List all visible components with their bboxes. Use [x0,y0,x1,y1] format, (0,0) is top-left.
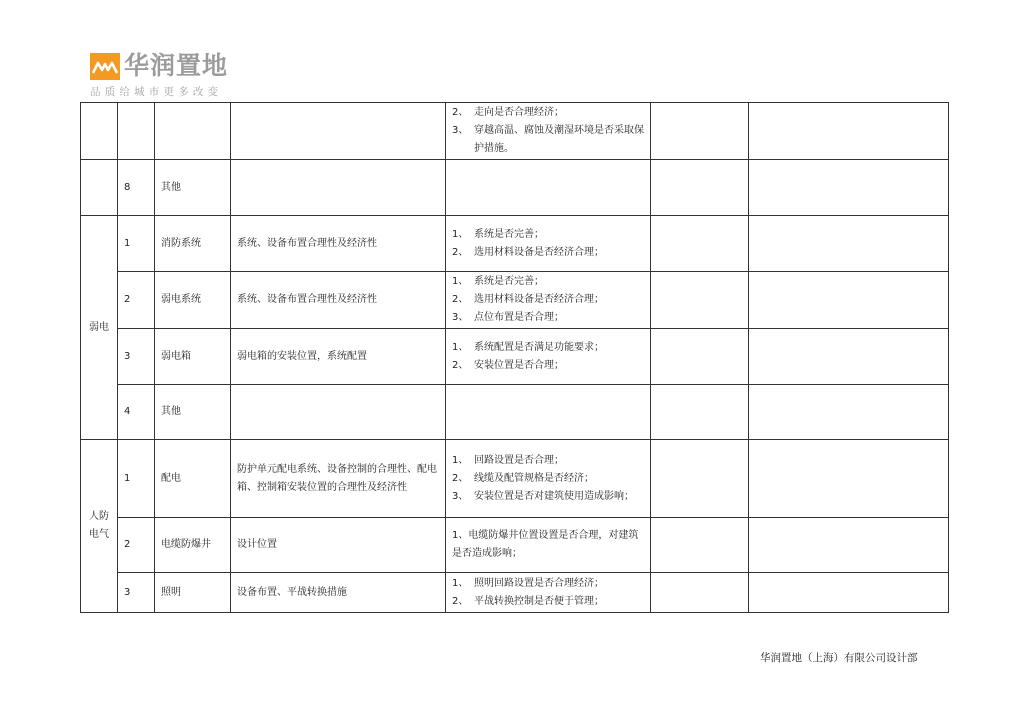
blank-cell [749,440,949,518]
number-cell: 2 [118,272,155,329]
content-cell: 设计位置 [231,518,446,573]
table-row [81,518,949,573]
check-point: 2、 平战转换控制是否便于管理； [452,595,604,607]
table-row [81,329,949,385]
check-point: 3、 穿越高温、腐蚀及潮湿环境是否采取保护措施。 [452,125,644,154]
check-point: 1、 回路设置是否合理； [452,454,564,466]
check-point: 2、 选用材料设备是否经济合理； [452,294,604,305]
blank-cell [749,329,949,385]
number-cell: 1 [118,440,155,518]
points-cell [446,385,651,440]
item-cell: 其他 [155,160,231,216]
check-point: 2、 安装位置是否合理； [452,359,564,371]
content-cell: 弱电箱的安装位置，系统配置 [231,329,446,385]
check-point: 1、 系统是否完善； [452,276,544,287]
item-cell: 配电 [155,440,231,518]
item-cell [155,103,231,160]
check-point: 3、 点位布置是否合理； [452,312,564,323]
category-cell [81,160,118,216]
blank-cell [749,103,949,160]
table-row [81,160,949,216]
blank-cell [749,272,949,329]
table-row [81,385,949,440]
item-cell: 照明 [155,573,231,613]
check-point: 1、电缆防爆井位置设置是否合理，对建筑是否造成影响； [452,530,639,559]
check-point: 1、 照明回路设置是否合理经济； [452,577,604,589]
content-cell: 防护单元配电系统、设备控制的合理性、配电箱、控制箱安装位置的合理性及经济性 [231,440,446,518]
number-cell: 1 [118,216,155,272]
content-cell: 设备布置、平战转换措施 [231,573,446,613]
check-point: 1、 系统是否完善； [452,228,544,240]
category-cell: 人防电气 [81,440,118,613]
blank-cell [749,573,949,613]
blank-cell [749,518,949,573]
table-row [81,216,949,272]
review-table [80,102,949,613]
category-cell [81,103,118,160]
blank-cell [651,573,749,613]
number-cell: 2 [118,518,155,573]
points-cell [446,518,651,573]
content-cell [231,103,446,160]
table-row [81,272,949,329]
content-cell [231,385,446,440]
table-row [81,103,949,160]
blank-cell [749,160,949,216]
blank-cell [651,160,749,216]
item-cell: 弱电箱 [155,329,231,385]
blank-cell [749,385,949,440]
number-cell: 8 [118,160,155,216]
points-cell [446,160,651,216]
blank-cell [651,103,749,160]
number-cell [118,103,155,160]
points-cell [446,216,651,272]
check-point: 3、 安装位置是否对建筑使用造成影响； [452,490,634,502]
blank-cell [651,385,749,440]
content-cell: 系统、设备布置合理性及经济性 [231,272,446,329]
table-row [81,573,949,613]
points-cell [446,103,651,160]
blank-cell [749,216,949,272]
blank-cell [651,518,749,573]
blank-cell [651,272,749,329]
check-point: 1、 系统配置是否满足功能要求； [452,341,604,353]
blank-cell [651,216,749,272]
content-cell [231,160,446,216]
number-cell: 4 [118,385,155,440]
number-cell: 3 [118,329,155,385]
table-row [81,440,949,518]
points-cell [446,272,651,329]
logo-text: 华润置地 [124,51,229,80]
item-cell: 电缆防爆井 [155,518,231,573]
slogan: 品质给城市更多改变 [90,86,223,98]
item-cell: 其他 [155,385,231,440]
number-cell: 3 [118,573,155,613]
crlandlogo-icon [90,53,120,80]
points-cell [446,440,651,518]
points-cell [446,329,651,385]
blank-cell [651,440,749,518]
content-cell: 系统、设备布置合理性及经济性 [231,216,446,272]
check-point: 2、 选用材料设备是否经济合理； [452,246,604,258]
check-point: 2、 走向是否合理经济； [452,107,564,118]
points-cell [446,573,651,613]
check-point: 2、 线缆及配管规格是否经济； [452,472,594,484]
blank-cell [651,329,749,385]
item-cell: 消防系统 [155,216,231,272]
item-cell: 弱电系统 [155,272,231,329]
category-cell: 弱电 [81,216,118,440]
footer-company: 华润置地（上海）有限公司设计部 [760,652,918,664]
